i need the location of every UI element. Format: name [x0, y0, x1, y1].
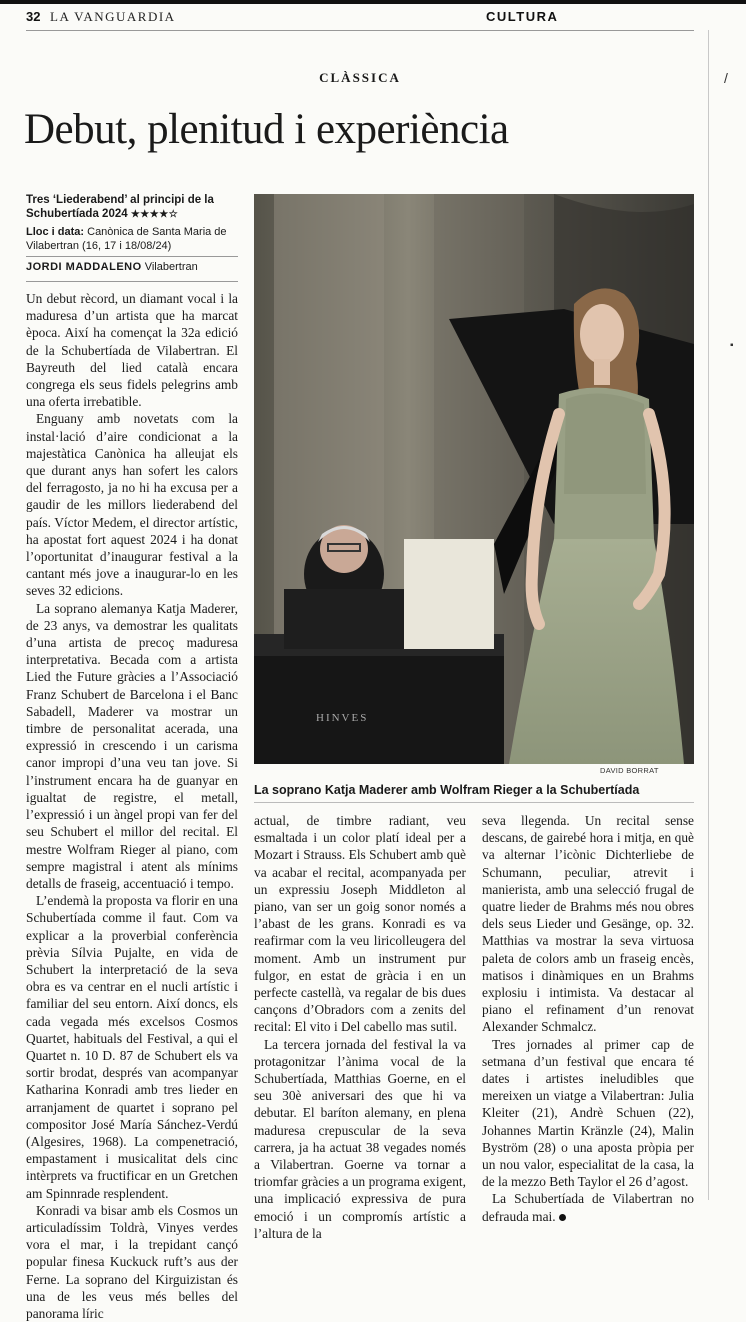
- photo-credit: DAVID BORRAT: [600, 766, 659, 775]
- dateline-location: Vilabertran: [141, 261, 198, 273]
- photo-caption: La soprano Katja Maderer amb Wolfram Rieger a la Schubertíada: [254, 783, 640, 797]
- article-photo: [254, 194, 694, 764]
- review-venue: [26, 225, 238, 253]
- piano-brand-text: HINVES: [316, 712, 369, 724]
- paragraph: Enguany amb novetats com la instal·lació d’aire condicionat a la majestàtica Canònica ha alleujat els que durant anys han sofert les calors del ferragosto, ja no hi ha excusa per a gaudir de les millors liederabend del país. Víctor Medem, el director artístic, ha apostat fort aquest 2024 i ha donat l’oportunitat d’inaugurar festival a la cantant més jove a inaugurar-lo en les seves 32 edicions.: [26, 411, 238, 599]
- end-of-article-mark: [559, 1214, 566, 1221]
- paragraph: seva llegenda. Un recital sense descans, de gairebé hora i mitja, en què va alternar l’icònic Dichterliebe de Schumann, peculiar, atrevit i manierista, amb una selecció frugal de quatre lieder de Brahms més nou obres dels seus Lieder und Gesänge, op. 32. Matthias va mostrar la seva virtuosa paleta de colors amb un fraseig encès, matisos i dinàmiques en un Brahms explosiu i intimista. Va destacar al piano el refinament d’un renovat Alexander Schmalcz.: [482, 813, 694, 1035]
- paragraph: La tercera jornada del festival la va protagonitzar l’ànima vocal de la Schubertíada, Matthias Goerne, en el seu 30è aniversari des que hi va debutar. El baríton alemany, en plena maduresa crepuscular de la seva carrera, ja ha actuat 38 vegades només a Vilabertran. Goerne va tornar a triomfar gràcies a un programa exigent, una implicació expressiva de pura emoció i un compromís artístic a l’altura de la: [254, 1036, 466, 1241]
- paragraph: Tres jornades al primer cap de setmana d’un festival que encara té dates i artistes ineludibles que mereixen un viatge a Vilabertran: Julia Kleiter (21), Andrè Schuen (22), Johannes Martin Kränzle (24), Malin Byström (28) o una aposta pròpia per un nou valor, especialitat de la casa, la de la mezzo Beth Taylor el 26 d’agost.: [482, 1036, 694, 1190]
- paragraph: actual, de timbre radiant, veu esmaltada i un color platí ideal per a Mozart i Strauss. Els Schubert amb què va acabar el recital, acompanyada per un expressiu Joseph Middleton al piano, van ser un goig sonor només a l’abast de les grans. Konradi es va reafirmar com la veu liricolleugera del moment. Amb un instrument pur fulgor, en estat de gràcia i en un perfecte castellà, va regalar de bis dues cançons d’Obradors com a zenits del recital: El vito i Del cabello mas sutil.: [254, 813, 466, 1035]
- author-name: JORDI MADDALENO: [26, 261, 142, 273]
- concert-photo-illustration: [254, 194, 694, 764]
- article-headline: Debut, plenitud i experiència: [24, 106, 509, 153]
- review-info-title: [26, 193, 238, 222]
- adjacent-article-cutoff: [720, 30, 746, 1200]
- header-rule: [26, 30, 694, 31]
- venue-text: Canònica de Santa Maria de Vilabertran (16, 17 i 18/08/24): [26, 226, 227, 252]
- cutoff-glyph: /: [724, 70, 728, 86]
- newspaper-name: LA VANGUARDIA: [50, 9, 176, 24]
- article-column-2: [254, 812, 466, 1242]
- page-number: 32: [26, 9, 41, 24]
- paragraph: L’endemà la proposta va florir en una Schubertíada comme il faut. Com va explicar a la proverbial conferència prèvia Sílvia Pujalte, en vida de Schubert la interpretació de la seva obra es va centrar en el nucli artístic i familiar del seu entorn. Així doncs, els cada vegada més excelsos Cosmos Quartet, habituals del Festival, a qui el Quartet n. 10 D. 87 de Schubert els va sortir brodat, després van acompanyar Katharina Konradi amb tres lieder en arranjament de quartet i soprano pel compositor José María Sánchez-Verdú (Algesires, 1968). La compenetració, empastament i musicalitat dels cinc intèrprets va fructificar en un Gretchen am Spinnrade resplendent.: [26, 893, 238, 1201]
- article-column-1: [26, 290, 238, 1322]
- paragraph: Konradi va bisar amb els Cosmos un articuladíssim Toldrà, Vinyes verdes vora el mar, i la trepidant cançó popular finesa Kuckuck ruft’s aus der Ferne. La soprano del Kirguizistan és una de les veus més belles del panorama líric: [26, 1202, 238, 1321]
- review-info-box: [26, 193, 238, 253]
- byline-rule-bottom: [26, 281, 238, 282]
- caption-rule: [254, 802, 694, 803]
- rating-stars: ★★★★☆: [130, 209, 179, 220]
- paragraph: Un debut rècord, un diamant vocal i la maduresa d’un artista que ha marcat època. Així ha començat la 32a edició de la Schubertíada de Vilabertran. El Bayreuth del lied català encara congrega els seus fidels pelegrins amb una oferta irrebatible.: [26, 291, 238, 410]
- closing-sentence: La Schubertíada de Vilabertran no defrauda mai.: [482, 1191, 694, 1224]
- article-kicker: CLÀSSICA: [319, 70, 401, 85]
- cutoff-glyph: ▪: [730, 340, 734, 351]
- top-rule: [0, 0, 746, 4]
- byline-rule-top: [26, 256, 238, 257]
- byline: [26, 261, 198, 273]
- section-name: CULTURA: [486, 9, 559, 24]
- paragraph: La soprano alemanya Katja Maderer, de 23 anys, va demostrar les qualitats d’una artista de precoç maduresa interpretativa. Becada com a artista Lied the Future gràcies a l’Associació Franz Schubert de Barcelona i el Banc Sabadell, Maderer va mostrar un timbre de personalitat acerada, una expressió in crescendo i un carisma canor impropi d’una veu tan jove. Si l’instrument encara ha de guanyar en igualtat de registre, el metall, l’expressió i un àngel propi van fer del seu Schubert el millor del recital. El mestre Wolfram Rieger al piano, com sempre magistral i atent als mínims detalls de fraseig, accentuació i tempo.: [26, 600, 238, 891]
- paragraph: [482, 1190, 694, 1224]
- venue-label: Lloc i data:: [26, 226, 85, 238]
- article-column-3: [482, 812, 694, 1225]
- review-title: Tres ‘Liederabend’ al principi de la Schubertíada 2024: [26, 194, 214, 220]
- column-separator: [708, 30, 709, 1200]
